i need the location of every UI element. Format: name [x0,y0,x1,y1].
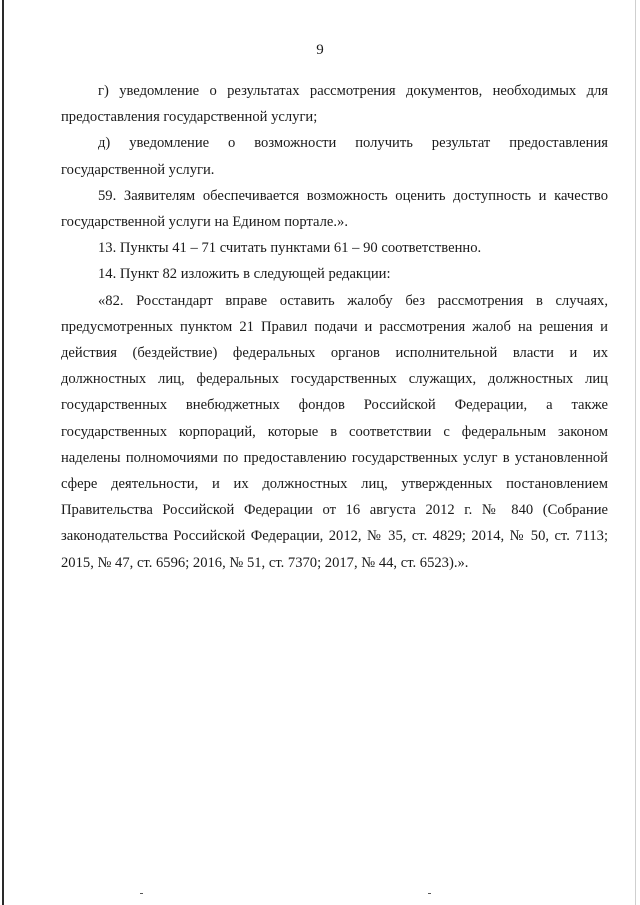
scan-left-edge [2,0,4,905]
page-number: 9 [316,42,324,58]
paragraph-item-82: «82. Росстандарт вправе оставить жалобу без рассмотрения в случаях, предусмотренных пунктом 21 Правил подачи и рассмотрения жалоб на решения и действия (бездействие) федеральных органов исполнительной власти и их должностных лиц, федеральных государственных служащих, должностных лиц государственных внебюджетных фондов Российской Федерации, а также государственных корпораций, которые в соответствии с федеральным законом наделены полномочиями по предоставлению государственных услуг в установленной сфере деятельности, и их должностных лиц, утвержденных постановлением Правительства Российской Федерации от 16 августа 2012 г. № 840 (Собрание законодательства Российской Федерации, 2012, № 35, ст. 4829; 2014, № 50, ст. 7113; 2015, № 47, ст. 6596; 2016, № 51, ст. 7370; 2017, № 44, ст. 6523).». [61,292,608,571]
paragraph-item-g: г) уведомление о результатах рассмотрения документов, необходимых для предоставления государственной услуги; [61,83,608,126]
paragraph-item-d: д) уведомление о возможности получить результат предоставления государственной услуги. [61,135,608,178]
scan-artifact [140,893,143,894]
document-body [61,78,608,576]
paragraph-amendment-13: 13. Пункты 41 – 71 считать пунктами 61 – 90 соответственно. [98,240,482,257]
paragraph-amendment-14: 14. Пункт 82 изложить в следующей редакции: [98,266,391,283]
scan-right-edge [635,0,636,905]
scan-artifact [428,893,431,894]
paragraph-item-59: 59. Заявителям обеспечивается возможность оценить доступность и качество государственной услуги на Едином портале.». [61,187,608,231]
